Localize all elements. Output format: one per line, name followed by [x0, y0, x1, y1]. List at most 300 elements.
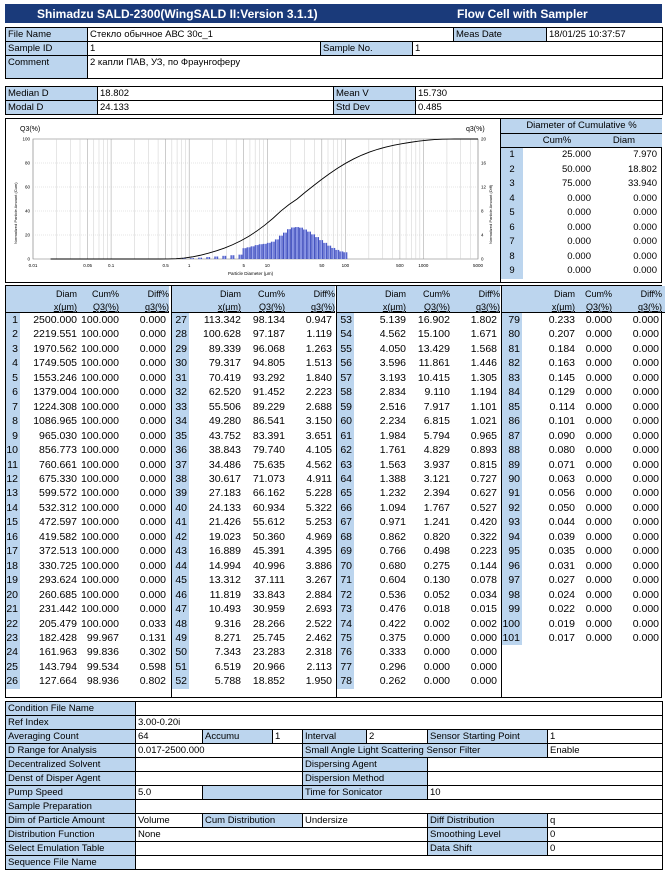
- dist-diff: 5.322: [305, 501, 332, 514]
- y-right-tick-label: 20: [481, 136, 487, 142]
- dist-diam: 79.317: [208, 357, 241, 370]
- dist-diff: 0.000: [632, 559, 659, 572]
- dist-row: [502, 385, 665, 399]
- dist-row: [6, 342, 169, 356]
- dist-index: 100: [502, 617, 520, 630]
- sensor-start-label: Sensor Starting Point: [428, 730, 548, 744]
- x-title: Particle Diameter (μm): [228, 271, 274, 276]
- dist-diam: 472.597: [39, 516, 77, 529]
- dist-index: 78: [337, 674, 354, 688]
- dist-cum: 18.852: [252, 675, 285, 688]
- dist-row: [6, 530, 169, 544]
- modal-value: 24.133: [98, 101, 334, 115]
- dist-row: [502, 573, 665, 587]
- dist-row: [337, 501, 500, 515]
- dist-row: [6, 327, 169, 341]
- dist-diff: 4.562: [305, 458, 332, 471]
- dist-diff: 4.395: [305, 545, 332, 558]
- cond-file-label: Condition File Name: [6, 702, 136, 716]
- file-name-label: File Name: [6, 28, 88, 42]
- dist-cum: 89.229: [252, 400, 285, 413]
- dist-row: [502, 588, 665, 602]
- y-right-tick-label: 0: [481, 256, 484, 262]
- dist-row: [337, 660, 500, 674]
- dist-diff: 3.150: [305, 415, 332, 428]
- dist-diam: 55.506: [208, 400, 241, 413]
- dist-diam: 11.819: [209, 588, 241, 601]
- dist-index: 72: [337, 588, 354, 602]
- dist-diff: 0.000: [139, 342, 166, 355]
- dist-cum: 0.000: [423, 631, 450, 644]
- interval-value: 2: [367, 730, 428, 744]
- y-left-tick-label: 80: [24, 160, 30, 166]
- dist-header: [285, 286, 335, 312]
- dist-diam: 43.752: [208, 429, 241, 442]
- dist-diff: 0.000: [139, 603, 166, 616]
- dist-diam: 8.271: [214, 631, 241, 644]
- dist-diff: 0.322: [470, 530, 497, 543]
- dist-diam: 0.050: [548, 501, 575, 514]
- std-label: Std Dev: [334, 101, 416, 115]
- dist-row: [502, 327, 665, 341]
- dist-cum: 0.000: [585, 444, 612, 457]
- dist-diam: 760.661: [39, 458, 77, 471]
- dist-index: 3: [6, 342, 20, 356]
- dist-diam: 0.476: [379, 603, 406, 616]
- dist-diff: 2.884: [305, 588, 332, 601]
- denst-value: [136, 772, 303, 786]
- dist-diam: 0.017: [548, 631, 575, 644]
- dist-row: [502, 559, 665, 573]
- dist-diam: 2219.551: [33, 328, 77, 341]
- dist-cum: 0.000: [585, 487, 612, 500]
- dist-cum: 0.000: [423, 675, 450, 688]
- dist-diff: 1.446: [470, 357, 497, 370]
- dist-diam: 0.027: [548, 574, 575, 587]
- y-right-tick-label: 4: [481, 232, 484, 238]
- dist-cum: 23.283: [252, 646, 285, 659]
- dist-diam: 0.680: [379, 559, 406, 572]
- dist-index: 49: [172, 631, 189, 645]
- dist-index: 22: [6, 617, 18, 630]
- cum-n-cell: 4: [501, 192, 523, 207]
- dist-row: [6, 631, 169, 645]
- y-left-tick-label: 20: [24, 232, 30, 238]
- cum-n-cell: 6: [501, 221, 523, 236]
- dist-cum: 6.815: [423, 415, 450, 428]
- avg-count-label: Averaging Count: [6, 730, 136, 744]
- dist-row: [172, 429, 335, 443]
- sample-no-value: 1: [413, 42, 663, 56]
- dist-row: [172, 573, 335, 587]
- dist-cum: 16.902: [417, 314, 450, 326]
- dist-index: 83: [502, 371, 522, 385]
- dist-cum: 0.000: [585, 386, 612, 399]
- dist-row: [337, 429, 500, 443]
- dist-index: 97: [502, 573, 522, 587]
- avg-count-value: 64: [136, 730, 203, 744]
- dist-header-bottom: Q3(%): [92, 302, 119, 312]
- dist-column-group: [501, 286, 665, 697]
- dist-diff: 0.802: [139, 675, 166, 688]
- cum-row: [501, 235, 662, 250]
- dist-diff: 0.015: [470, 603, 497, 616]
- q3-bar: [315, 237, 319, 259]
- dist-diam: 1.232: [379, 487, 406, 500]
- dist-cum: 9.110: [424, 386, 450, 399]
- dist-index: 14: [6, 501, 18, 514]
- dist-diam: 0.044: [548, 516, 575, 529]
- smoothing-label: Smoothing Level: [428, 828, 548, 842]
- modal-label: Modal D: [6, 101, 98, 115]
- dist-row: [6, 674, 169, 688]
- dist-index: 69: [337, 544, 354, 558]
- x-tick-label: 50: [319, 263, 325, 268]
- cum-cum-cell: 75.000: [561, 178, 591, 189]
- cum-diam-cell: 0.000: [633, 250, 657, 262]
- dist-index: 28: [172, 327, 189, 341]
- dist-cum: 7.917: [423, 400, 450, 413]
- dist-diam: 0.145: [548, 371, 575, 384]
- dist-cum: 50.360: [252, 530, 285, 543]
- dist-diff: 1.671: [470, 328, 497, 341]
- dist-cum: 2.394: [423, 487, 450, 500]
- cum-diam-cell: 0.000: [633, 265, 657, 276]
- dist-cum: 100.000: [81, 415, 119, 428]
- dist-row: [172, 327, 335, 341]
- dist-diam: 599.572: [39, 487, 77, 500]
- dist-cum: 60.934: [252, 501, 285, 514]
- dist-header: [241, 286, 285, 312]
- q3-bar: [247, 247, 251, 259]
- dist-diff: 0.000: [470, 675, 497, 688]
- dist-diam: 0.262: [379, 675, 406, 688]
- dist-diam: 70.419: [208, 371, 241, 384]
- dist-index: 44: [172, 559, 189, 573]
- dist-diff: 3.651: [305, 429, 332, 442]
- dist-diff: 0.000: [632, 400, 659, 413]
- dist-index: 85: [502, 400, 522, 414]
- dist-diam: 143.794: [39, 660, 77, 673]
- q3-bar: [291, 227, 295, 259]
- dist-header-top: Diff%: [640, 289, 662, 299]
- denst-label: Denst of Disper Agent: [6, 772, 136, 786]
- dist-row: [6, 371, 169, 385]
- dist-row: [172, 443, 335, 457]
- dist-diam: 532.312: [39, 501, 77, 514]
- ref-index-value: 3.00-0.20i: [136, 716, 663, 730]
- dist-diam: 127.664: [39, 675, 77, 688]
- y-left-tick-label: 0: [27, 256, 30, 262]
- emul-value: [136, 842, 428, 856]
- dist-row: [502, 631, 665, 645]
- q3-bar: [319, 240, 323, 259]
- q3-bar: [323, 243, 327, 259]
- dist-diam: 2.516: [379, 400, 406, 413]
- dist-diam: 0.233: [548, 314, 575, 326]
- dist-index: 55: [337, 342, 354, 356]
- dist-row: [502, 443, 665, 457]
- dist-diff: 2.688: [305, 400, 332, 413]
- data-shift-label: Data Shift: [428, 842, 548, 856]
- dist-diff: 2.522: [305, 617, 332, 630]
- mean-value: 15.730: [416, 87, 663, 101]
- dist-row: [6, 429, 169, 443]
- dist-diam: 24.133: [208, 501, 241, 514]
- dist-cum: 94.805: [252, 357, 285, 370]
- disp-method-label: Dispersion Method: [303, 772, 428, 786]
- dist-header: [20, 286, 77, 312]
- diff-dist-label: Diff Distribution: [428, 814, 548, 828]
- dist-diam: 1553.246: [33, 371, 77, 384]
- dist-header-bottom: Q3(%): [258, 302, 285, 312]
- q3-bar: [275, 239, 279, 259]
- dist-diam: 372.513: [39, 545, 77, 558]
- dist-cum: 0.000: [585, 357, 612, 370]
- smoothing-value: 0: [548, 828, 663, 842]
- dist-cum: 55.612: [252, 516, 285, 529]
- emul-label: Select Emulation Table: [6, 842, 136, 856]
- dist-diam: 100.628: [203, 328, 241, 341]
- dist-row: [172, 371, 335, 385]
- dist-cum: 0.000: [585, 458, 612, 471]
- y-left-title: Normalized Particle Amount (Cum): [13, 182, 18, 244]
- dist-diam: 4.050: [379, 342, 406, 355]
- dist-diam: 10.493: [208, 603, 241, 616]
- dist-index: 4: [6, 356, 20, 370]
- dist-diff: 1.802: [470, 314, 497, 326]
- dist-index: 26: [6, 675, 18, 688]
- cum-diam-cell: 0.000: [633, 236, 657, 247]
- dist-cum: 100.000: [81, 603, 119, 616]
- dist-row: [6, 544, 169, 558]
- dist-cum: 0.000: [585, 631, 612, 644]
- dist-cum: 0.000: [585, 559, 612, 572]
- dist-index: 50: [172, 645, 189, 659]
- dist-diam: 0.024: [548, 588, 575, 601]
- dist-index: 1: [6, 313, 20, 327]
- dist-row: [172, 414, 335, 428]
- dist-diam: 27.183: [208, 487, 241, 500]
- dist-diff: 0.000: [632, 588, 659, 601]
- q3-bar: [279, 236, 283, 259]
- dist-column-group: [171, 286, 335, 697]
- conditions: [5, 701, 662, 870]
- dist-diff: 0.000: [139, 588, 166, 601]
- dist-diam: 260.685: [39, 588, 77, 601]
- dist-index: 60: [337, 414, 354, 428]
- dist-diam: 0.080: [548, 444, 575, 457]
- dist-diam: 113.342: [203, 314, 241, 326]
- std-value: 0.485: [416, 101, 663, 115]
- dist-diff: 0.000: [139, 458, 166, 471]
- distribution-table: [5, 285, 662, 698]
- x-tick-label: 100: [341, 263, 350, 268]
- dist-header: [575, 286, 612, 312]
- sample-no-label: Sample No.: [321, 42, 413, 56]
- dist-diff: 0.000: [632, 371, 659, 384]
- dist-index: 81: [502, 342, 522, 356]
- dist-cum: 3.937: [423, 458, 450, 471]
- dist-header: [406, 286, 450, 312]
- dist-index: 93: [502, 515, 522, 529]
- dist-index: 56: [337, 356, 354, 370]
- diam-col-header: Diam: [612, 135, 636, 146]
- dist-row: [172, 530, 335, 544]
- dist-row: [6, 645, 169, 659]
- dist-cum: 10.415: [417, 371, 450, 384]
- q3-bar: [331, 248, 335, 259]
- dist-row: [172, 313, 335, 327]
- dist-header-bottom: q3(%): [310, 302, 335, 312]
- x-tick-label: 1000: [418, 263, 429, 268]
- dist-row: [337, 588, 500, 602]
- dist-index: 53: [337, 313, 354, 327]
- dist-diam: 1379.004: [33, 386, 77, 399]
- dist-diam: 1.761: [379, 444, 406, 457]
- dist-row: [172, 515, 335, 529]
- dist-index: 88: [502, 443, 522, 457]
- dist-diam: 0.207: [548, 328, 575, 341]
- dist-cum: 66.162: [252, 487, 285, 500]
- dist-cum: 33.843: [252, 588, 285, 601]
- comment-label: Comment: [6, 56, 88, 79]
- sample-info: [5, 27, 662, 79]
- sample-id-label: Sample ID: [6, 42, 88, 56]
- dist-row: [6, 573, 169, 587]
- right-axis-label: q3(%): [466, 126, 485, 133]
- dist-index: 20: [6, 588, 18, 601]
- app-title: Shimadzu SALD-2300(WingSALD II:Version 3.1.1): [37, 6, 318, 21]
- dist-diff: 0.000: [632, 631, 659, 644]
- dist-cum: 100.000: [81, 545, 119, 558]
- dist-diam: 0.296: [379, 660, 406, 673]
- dist-diam: 675.330: [39, 472, 77, 485]
- dist-diff: 0.131: [139, 631, 166, 644]
- dist-index: 99: [502, 602, 522, 616]
- dist-row: [6, 414, 169, 428]
- dist-header: [522, 286, 575, 312]
- dist-diam: 2.234: [379, 415, 406, 428]
- dist-index: 64: [337, 472, 354, 486]
- dist-diff: 0.000: [632, 386, 659, 399]
- sample-prep-value: [136, 800, 663, 814]
- dist-cum: 37.111: [254, 574, 285, 587]
- dist-row: [337, 602, 500, 616]
- y-right-title: Normalized Particle Amount (Diff): [488, 184, 493, 244]
- dist-index: 6: [6, 385, 20, 399]
- dist-index: 25: [6, 660, 18, 673]
- q3-bar: [222, 256, 226, 259]
- dist-index: 31: [172, 371, 189, 385]
- dist-diff: 0.000: [632, 342, 659, 355]
- dist-header-top: Diff%: [478, 289, 500, 299]
- dist-row: [6, 559, 169, 573]
- dist-row: [6, 515, 169, 529]
- disp-method-value: [428, 772, 663, 786]
- dist-index: 71: [337, 573, 354, 587]
- dist-cum: 0.000: [585, 342, 612, 355]
- dist-diff: 0.223: [470, 545, 497, 558]
- dist-row: [6, 660, 169, 674]
- dist-row: [172, 400, 335, 414]
- q3-bar: [267, 243, 271, 259]
- dist-cum: 71.073: [252, 472, 285, 485]
- dist-cum: 100.000: [81, 472, 119, 485]
- dist-diff: 2.318: [305, 646, 332, 659]
- dist-row: [337, 472, 500, 486]
- dist-cum: 98.936: [86, 675, 119, 688]
- dist-row: [337, 371, 500, 385]
- dist-cum: 0.275: [423, 559, 450, 572]
- time-son-label: Time for Sonicator: [303, 786, 428, 800]
- q3-bar: [287, 229, 291, 259]
- measurement-mode: Flow Cell with Sampler: [457, 6, 588, 21]
- dist-diam: 5.788: [214, 675, 241, 688]
- dist-diam: 161.963: [39, 646, 77, 659]
- dist-diff: 0.000: [632, 530, 659, 543]
- dist-diff: 1.305: [470, 371, 497, 384]
- cum-n-cell: 5: [501, 206, 523, 221]
- dist-cum: 4.829: [423, 444, 450, 457]
- cum-row: [501, 250, 662, 265]
- dist-index: 91: [502, 486, 522, 500]
- dist-index: 30: [172, 356, 189, 370]
- cum-cum-cell: 0.000: [567, 265, 591, 276]
- cum-row: [501, 148, 662, 163]
- dist-header-bottom: Q3(%): [423, 302, 450, 312]
- pump-label: Pump Speed: [6, 786, 136, 800]
- dist-cum: 0.052: [423, 588, 450, 601]
- dist-diff: 0.000: [632, 328, 659, 341]
- dist-row: [172, 486, 335, 500]
- dist-cum: 0.000: [585, 400, 612, 413]
- dist-row: [337, 400, 500, 414]
- dist-cum: 20.966: [252, 660, 285, 673]
- dist-row: [337, 674, 500, 688]
- cum-dist-label: Cum Distribution: [203, 814, 303, 828]
- dist-diam: 1970.562: [33, 342, 77, 355]
- dist-cum: 0.498: [423, 545, 450, 558]
- dist-row: [502, 530, 665, 544]
- q3-bar: [295, 227, 299, 259]
- dist-row: [502, 313, 665, 327]
- dist-row: [172, 472, 335, 486]
- dist-cum: 0.000: [585, 328, 612, 341]
- dist-diff: 5.253: [305, 516, 332, 529]
- sample-prep-label: Sample Preparation: [6, 800, 136, 814]
- dist-index: 77: [337, 660, 354, 674]
- dist-diff: 1.119: [306, 328, 332, 341]
- q3-bar: [231, 255, 235, 259]
- dist-diam: 19.023: [208, 530, 241, 543]
- dist-cum: 30.959: [252, 603, 285, 616]
- dist-diam: 0.333: [379, 646, 406, 659]
- dist-row: [172, 602, 335, 616]
- dist-row: [6, 617, 169, 631]
- dist-row: [172, 645, 335, 659]
- dist-cum: 100.000: [81, 559, 119, 572]
- dist-index: 32: [172, 385, 189, 399]
- dist-diff: 0.000: [632, 574, 659, 587]
- dist-cum: 0.000: [585, 314, 612, 326]
- dist-index: 29: [172, 342, 189, 356]
- dist-index: 41: [172, 515, 189, 529]
- dist-cum: 97.187: [252, 328, 285, 341]
- dist-index: 21: [6, 603, 18, 616]
- dist-diam: 0.101: [548, 415, 575, 428]
- dist-cum: 5.794: [423, 429, 450, 442]
